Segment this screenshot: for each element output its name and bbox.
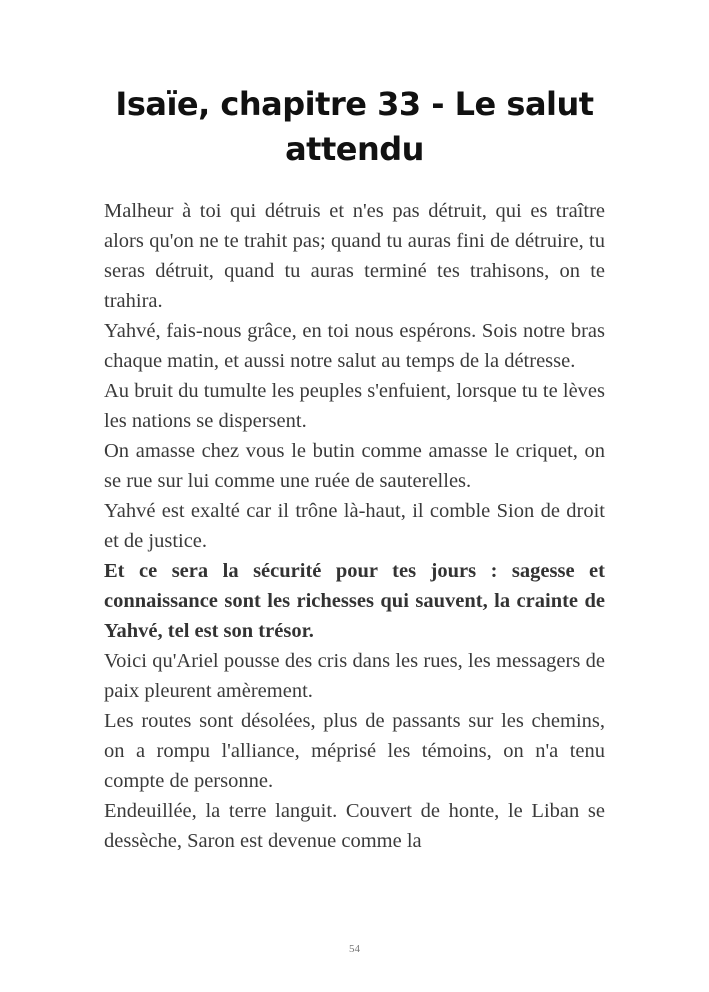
page-number: 54 [349,943,360,955]
verse-paragraph: Voici qu'Ariel pousse des cris dans les rues, les messagers de paix pleurent amèrement. [104,650,605,702]
chapter-body [104,196,605,856]
highlighted-verse-paragraph: Et ce sera la sécurité pour tes jours : sagesse et connaissance sont les richesses qui sauvent, la crainte de Yahvé, tel est son trésor. [104,560,605,642]
verse-paragraph: Yahvé est exalté car il trône là-haut, il comble Sion de droit et de justice. [104,500,605,552]
verse-paragraph: Yahvé, fais-nous grâce, en toi nous espérons. Sois notre bras chaque matin, et aussi notre salut au temps de la détresse. [104,320,605,372]
verse-paragraph: Les routes sont désolées, plus de passants sur les chemins, on a rompu l'alliance, méprisé les témoins, on n'a tenu compte de personne. [104,710,605,792]
verse-paragraph: Malheur à toi qui détruis et n'es pas détruit, qui es traître alors qu'on ne te trahit pas; quand tu auras fini de détruire, tu seras détruit, quand tu auras terminé tes trahisons, on te trahira. [104,200,605,312]
verse-paragraph: Endeuillée, la terre languit. Couvert de honte, le Liban se dessèche, Saron est devenue comme la [104,800,605,852]
verse-paragraph: On amasse chez vous le butin comme amasse le criquet, on se rue sur lui comme une ruée de sauterelles. [104,440,605,492]
verse-paragraph: Au bruit du tumulte les peuples s'enfuient, lorsque tu te lèves les nations se dispersent. [104,380,605,432]
chapter-title: Isaïe, chapitre 33 - Le salut attendu [115,85,594,168]
